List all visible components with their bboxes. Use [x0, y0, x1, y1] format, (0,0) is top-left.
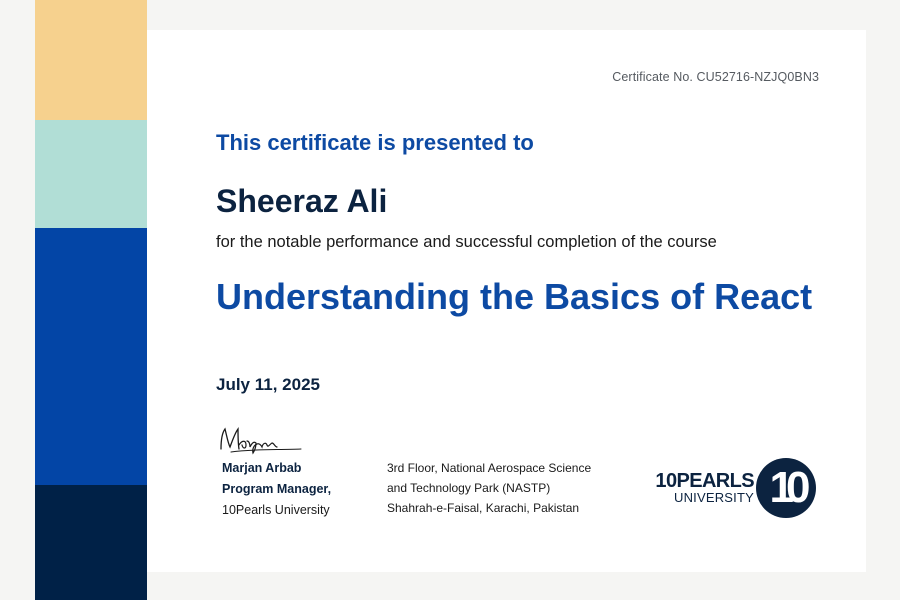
completion-date: July 11, 2025: [216, 375, 320, 394]
stripe-yellow: [35, 0, 147, 120]
presented-heading: This certificate is presented to: [216, 130, 534, 155]
logo-mark-text: 10: [769, 463, 803, 512]
certificate-number: Certificate No. CU52716-NZJQ0BN3: [612, 70, 819, 84]
stripe-navy: [35, 485, 147, 600]
signer-name: Marjan Arbab: [222, 461, 302, 475]
logo-mark-icon: [756, 458, 816, 518]
signer-block: [222, 458, 331, 521]
certificate-card: [147, 30, 866, 572]
signature-image: [217, 423, 307, 455]
signer-role: Program Manager,: [222, 482, 332, 496]
address-line-2: and Technology Park (NASTP): [387, 481, 551, 495]
logo-brand: 10PEARLS: [655, 470, 754, 492]
logo-sub: UNIVERSITY: [673, 490, 754, 505]
signer-organization: 10Pearls University: [222, 503, 330, 517]
completion-description: for the notable performance and successful completion of the course: [216, 233, 717, 251]
stripe-blue: [35, 228, 147, 485]
recipient-name: Sheeraz Ali: [216, 183, 388, 219]
10pearls-university-logo: [642, 457, 822, 519]
stripe-mint: [35, 120, 147, 228]
address-line-1: 3rd Floor, National Aerospace Science: [387, 461, 592, 475]
course-title: Understanding the Basics of React: [216, 276, 813, 317]
address-block: [387, 458, 591, 518]
address-line-3: Shahrah-e-Faisal, Karachi, Pakistan: [387, 501, 580, 515]
logo-wordmark: [642, 457, 754, 505]
